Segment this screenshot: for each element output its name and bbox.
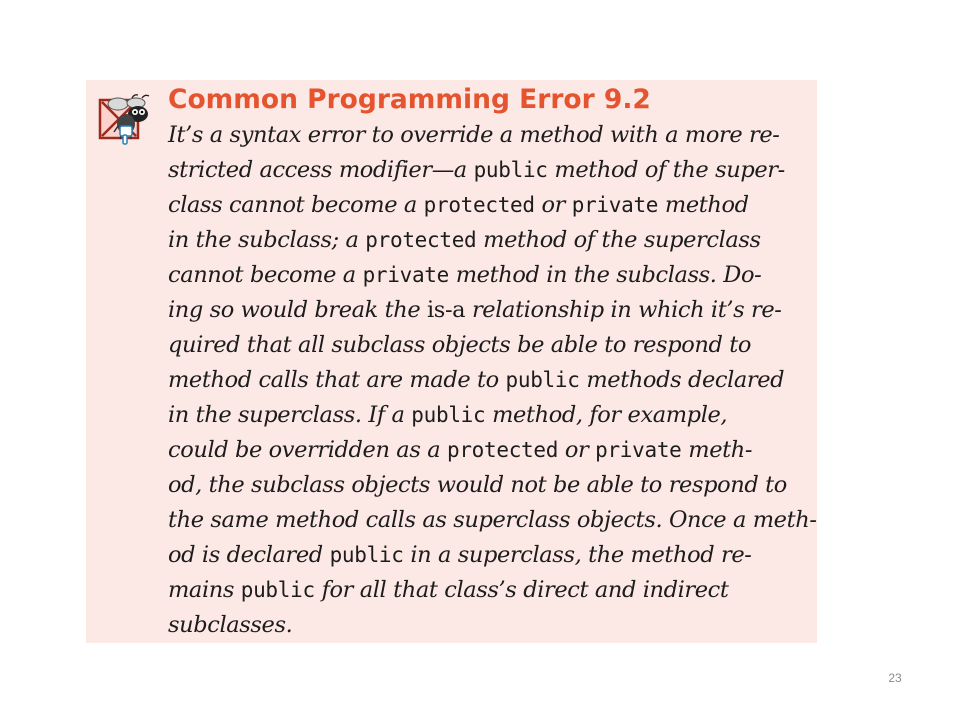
body-line [168,258,808,293]
code-keyword: public [505,368,580,392]
body-line [168,328,808,363]
code-keyword: public [473,158,548,182]
code-keyword: private [595,438,682,462]
text-segment: could be overridden as a [168,437,447,463]
text-segment: subclasses. [168,612,293,638]
text-segment: in the superclass. If a [168,402,412,428]
text-segment: It’s a syntax error to override a method with a more re- [168,122,780,148]
code-keyword: public [240,578,315,602]
text-segment: method in the subclass. Do- [448,262,762,288]
body-line [168,608,808,643]
text-segment: mains [168,577,241,603]
text-segment: ing so would break the [168,297,428,323]
text-segment: or [558,437,596,463]
text-segment: method, for example, [485,402,728,428]
code-keyword: protected [365,228,477,252]
code-keyword: private [571,193,659,217]
text-segment: cannot become a [168,262,363,288]
body-line [168,433,808,468]
code-keyword: public [411,403,486,427]
programming-error-box [86,80,817,643]
body-line [168,468,808,503]
text-segment: method calls that are made to [168,367,506,393]
error-heading: Common Programming Error 9.2 [168,84,651,115]
code-keyword: protected [447,438,559,462]
body-line [168,153,808,188]
text-segment: od is declared [168,542,330,568]
text-segment: method of the super- [547,157,785,183]
body-line [168,223,808,258]
body-line [168,538,808,573]
thumbs-down-bug-icon [98,92,154,148]
roman-term: is-a [427,297,466,323]
text-segment: in the subclass; a [168,227,366,253]
text-segment: for all that class’s direct and indirect [314,577,729,603]
text-segment: the same method calls as superclass objects. Once a meth- [168,507,817,533]
text-segment: meth- [681,437,753,463]
text-segment: class cannot become a [168,192,424,218]
body-line [168,118,808,153]
error-body [168,118,817,643]
text-segment: quired that all subclass objects be able to respond to [168,332,751,358]
text-segment: od, the subclass objects would not be able to respond to [168,472,787,498]
text-segment: stricted access modifier—a [168,157,474,183]
text-segment: or [534,192,572,218]
code-keyword: public [329,543,404,567]
text-segment: method of the superclass [476,227,761,253]
text-segment: methods declared [579,367,785,393]
body-line [168,503,817,538]
text-segment: method [658,192,749,218]
body-line [168,398,808,433]
text-segment: in a superclass, the method re- [403,542,752,568]
body-line [168,363,808,398]
text-segment: relationship in which it’s re- [465,297,782,323]
code-keyword: protected [423,193,535,217]
body-line [168,293,808,328]
code-keyword: private [362,263,449,287]
page-number: 23 [888,671,902,685]
body-line [168,573,808,608]
body-line [168,188,808,223]
